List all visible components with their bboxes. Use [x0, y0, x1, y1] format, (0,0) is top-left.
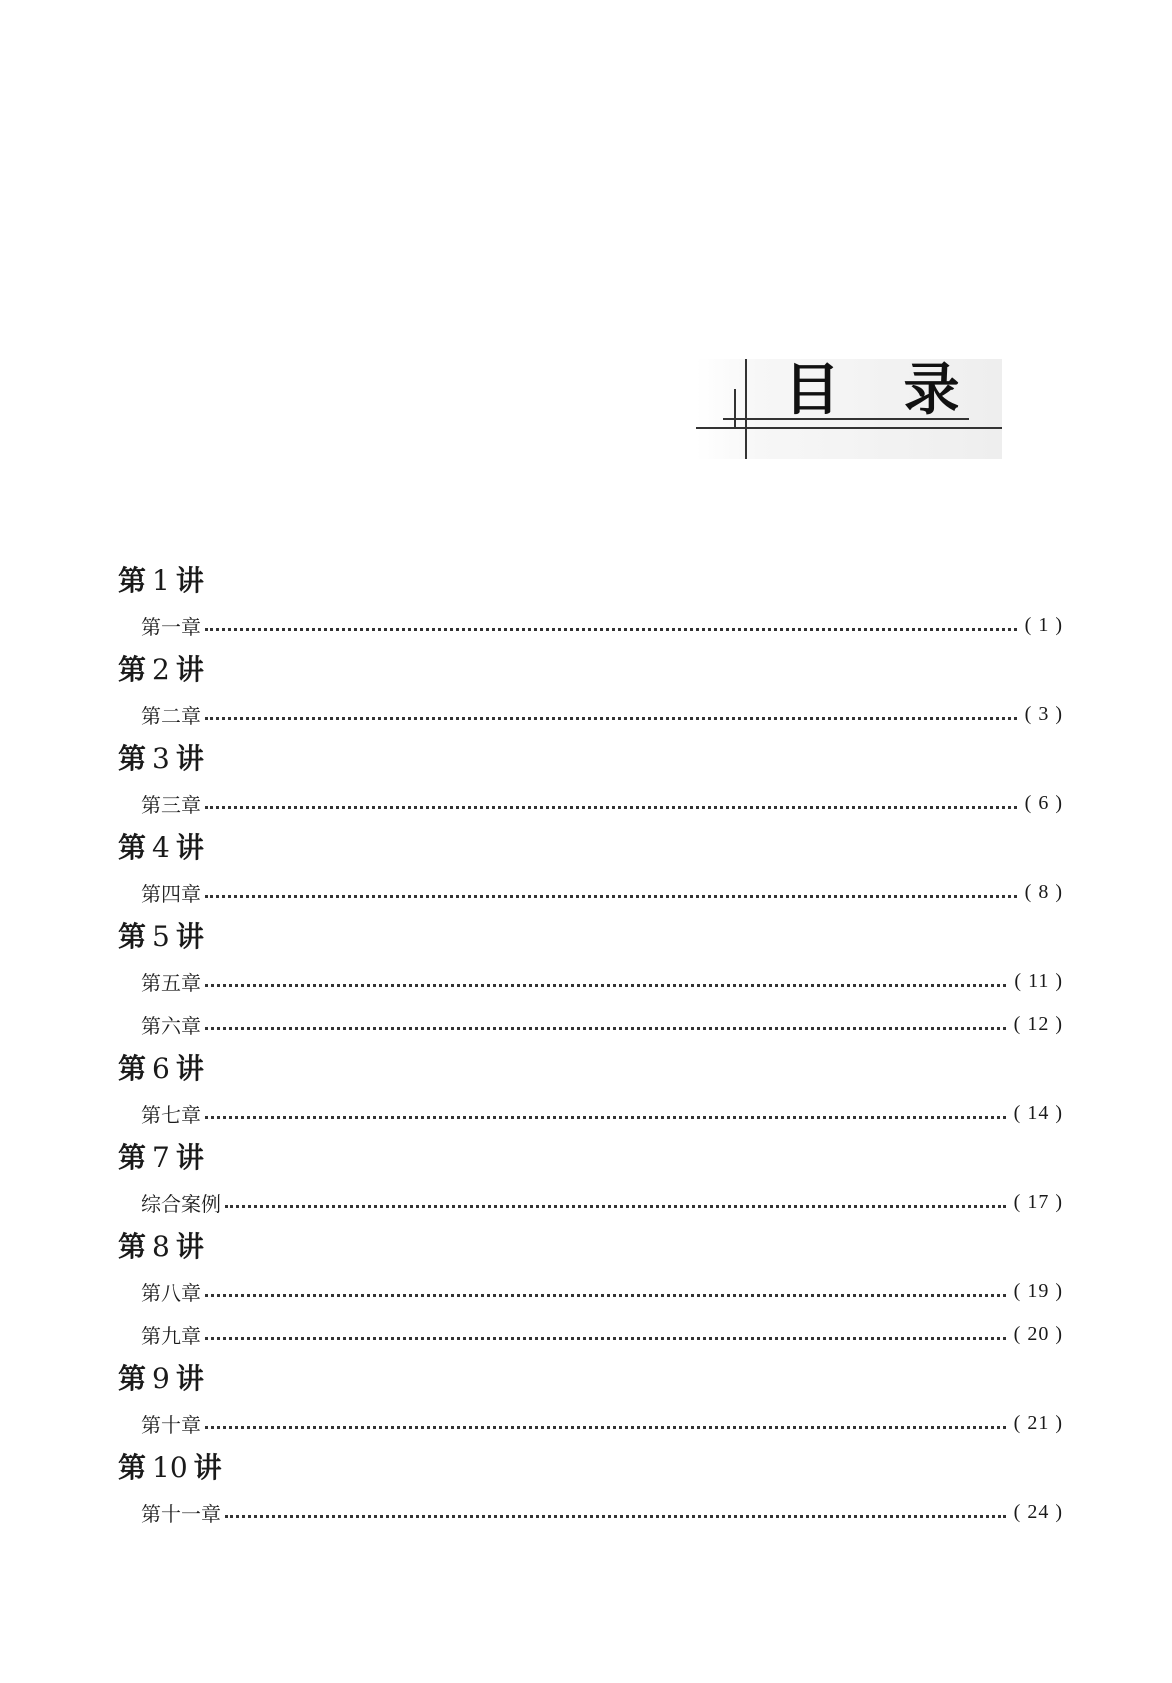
lecture-prefix: 第	[118, 1141, 147, 1174]
lecture-heading	[118, 1224, 1063, 1270]
lecture-number: 9	[152, 1362, 170, 1395]
toc-entry[interactable]	[118, 1313, 1063, 1356]
page-number: ( 24 )	[1013, 1501, 1063, 1523]
dot-leader	[205, 1113, 1006, 1119]
page-title: 目 录	[784, 358, 982, 423]
lecture-heading	[118, 647, 1063, 693]
lecture-suffix: 讲	[175, 1230, 204, 1263]
table-of-contents	[118, 558, 1063, 1534]
entry-label: 第二章	[141, 704, 201, 728]
lecture-prefix: 第	[118, 1451, 147, 1484]
lecture-suffix: 讲	[193, 1451, 222, 1484]
toc-entry[interactable]	[118, 1092, 1063, 1135]
dot-leader	[205, 981, 1006, 987]
toc-entry[interactable]	[118, 1402, 1063, 1445]
lecture-prefix: 第	[118, 1362, 147, 1395]
page-number: ( 21 )	[1013, 1412, 1063, 1434]
entry-label: 第七章	[141, 1103, 201, 1127]
toc-entry[interactable]	[118, 604, 1063, 647]
lecture-prefix: 第	[118, 1052, 147, 1085]
dot-leader	[205, 1334, 1006, 1340]
lecture-suffix: 讲	[175, 1362, 204, 1395]
lecture-heading	[118, 1445, 1063, 1491]
lecture-number: 10	[152, 1451, 188, 1484]
dot-leader	[205, 625, 1017, 631]
lecture-suffix: 讲	[175, 1141, 204, 1174]
page-number: ( 17 )	[1013, 1191, 1063, 1213]
entry-label: 第四章	[141, 882, 201, 906]
lecture-heading	[118, 736, 1063, 782]
toc-entry[interactable]	[118, 1181, 1063, 1224]
lecture-heading	[118, 1046, 1063, 1092]
lecture-suffix: 讲	[175, 831, 204, 864]
toc-entry[interactable]	[118, 871, 1063, 914]
lecture-suffix: 讲	[175, 920, 204, 953]
lecture-number: 2	[152, 653, 170, 686]
title-decor-line	[734, 389, 736, 429]
page-number: ( 14 )	[1013, 1102, 1063, 1124]
page-number: ( 12 )	[1013, 1013, 1063, 1035]
lecture-prefix: 第	[118, 742, 147, 775]
lecture-suffix: 讲	[175, 742, 204, 775]
entry-label: 第六章	[141, 1014, 201, 1038]
page-number: ( 1 )	[1024, 614, 1063, 636]
lecture-prefix: 第	[118, 1230, 147, 1263]
toc-entry[interactable]	[118, 960, 1063, 1003]
title-decor-line	[696, 427, 1002, 429]
page-number: ( 8 )	[1024, 881, 1063, 903]
entry-label: 第十章	[141, 1413, 201, 1437]
dot-leader	[205, 1423, 1006, 1429]
toc-entry[interactable]	[118, 782, 1063, 825]
dot-leader	[225, 1202, 1006, 1208]
lecture-heading	[118, 558, 1063, 604]
title-decor-line	[745, 359, 747, 459]
dot-leader	[205, 892, 1017, 898]
page-number: ( 11 )	[1014, 970, 1063, 992]
lecture-prefix: 第	[118, 831, 147, 864]
toc-title-block	[696, 359, 1002, 459]
dot-leader	[205, 803, 1017, 809]
page-number: ( 20 )	[1013, 1323, 1063, 1345]
lecture-prefix: 第	[118, 653, 147, 686]
lecture-number: 6	[152, 1052, 170, 1085]
page-number: ( 6 )	[1024, 792, 1063, 814]
dot-leader	[205, 714, 1017, 720]
lecture-number: 5	[152, 920, 170, 953]
toc-entry[interactable]	[118, 1270, 1063, 1313]
dot-leader	[205, 1291, 1006, 1297]
lecture-number: 4	[152, 831, 170, 864]
lecture-number: 3	[152, 742, 170, 775]
lecture-heading	[118, 1356, 1063, 1402]
page-number: ( 19 )	[1013, 1280, 1063, 1302]
lecture-prefix: 第	[118, 920, 147, 953]
entry-label: 第五章	[141, 971, 201, 995]
lecture-heading	[118, 914, 1063, 960]
toc-entry[interactable]	[118, 693, 1063, 736]
lecture-number: 1	[152, 564, 170, 597]
entry-label: 第一章	[141, 615, 201, 639]
toc-entry[interactable]	[118, 1003, 1063, 1046]
lecture-suffix: 讲	[175, 1052, 204, 1085]
entry-label: 综合案例	[141, 1192, 221, 1216]
dot-leader	[225, 1512, 1006, 1518]
toc-entry[interactable]	[118, 1491, 1063, 1534]
page-number: ( 3 )	[1024, 703, 1063, 725]
lecture-heading	[118, 1135, 1063, 1181]
lecture-prefix: 第	[118, 564, 147, 597]
entry-label: 第九章	[141, 1324, 201, 1348]
lecture-number: 7	[152, 1141, 170, 1174]
lecture-suffix: 讲	[175, 653, 204, 686]
lecture-suffix: 讲	[175, 564, 204, 597]
lecture-heading	[118, 825, 1063, 871]
entry-label: 第三章	[141, 793, 201, 817]
entry-label: 第十一章	[141, 1502, 221, 1526]
dot-leader	[205, 1024, 1006, 1030]
lecture-number: 8	[152, 1230, 170, 1263]
entry-label: 第八章	[141, 1281, 201, 1305]
